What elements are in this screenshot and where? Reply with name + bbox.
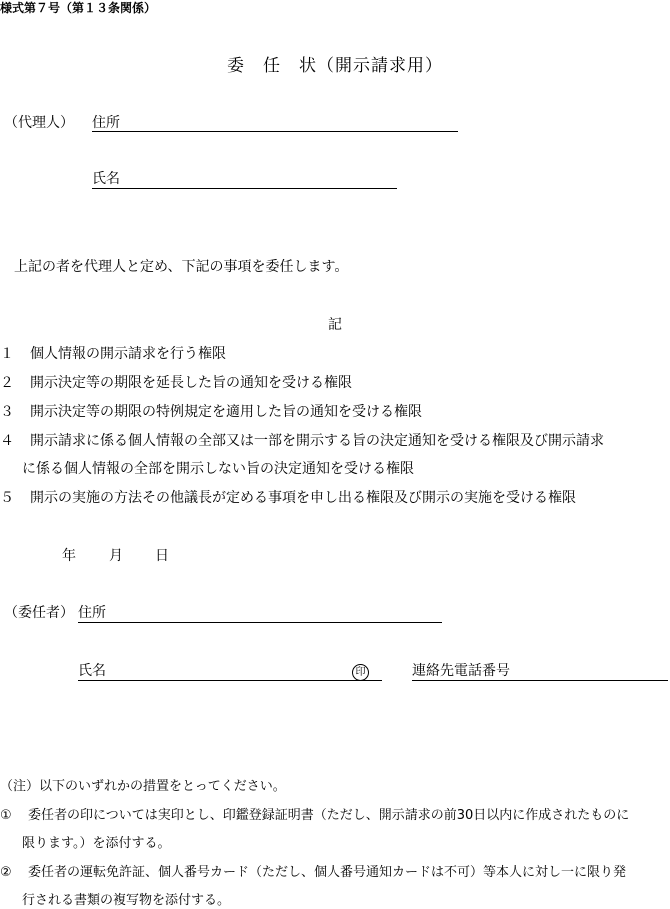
principal-role-label: （委任者）: [4, 605, 74, 621]
ki-heading: 記: [328, 317, 342, 333]
agent-role-label: （代理人）: [4, 115, 74, 131]
agent-address-field[interactable]: [92, 131, 458, 132]
note-number: ①: [0, 808, 12, 823]
phone-label: 連絡先電話番号: [412, 663, 510, 679]
date-month-label: 月: [109, 548, 123, 564]
document-title: 委 任 状（開示請求用）: [227, 56, 443, 76]
agent-name-field[interactable]: [92, 188, 397, 189]
note-continuation: 限ります。）を添付する。: [22, 836, 171, 851]
date-day-label: 日: [155, 548, 169, 564]
list-item: [0, 405, 422, 419]
date-year-label: 年: [62, 548, 76, 564]
delegation-statement: 上記の者を代理人と定め、下記の事項を委任します。: [14, 259, 349, 275]
note-continuation: 行される書類の複写物を添付する。: [22, 893, 231, 908]
item-text: 開示決定等の期限の特例規定を適用した旨の通知を受ける権限: [30, 404, 422, 420]
seal-mark-icon: 印: [352, 664, 369, 681]
principal-address-field[interactable]: [78, 622, 442, 623]
list-item: [0, 434, 604, 448]
list-item: [0, 809, 629, 822]
item-text: 開示の実施の方法その他議長が定める事項を申し出る権限及び開示の実施を受ける権限: [30, 490, 576, 506]
note-text: 委任者の印については実印とし、印鑑登録証明書（ただし、開示請求の前30日以内に作成されたものに: [28, 808, 630, 823]
note-number: ②: [0, 865, 12, 880]
principal-name-field[interactable]: [78, 680, 382, 681]
principal-address-label: 住所: [78, 605, 106, 621]
list-item: [0, 866, 626, 879]
item-number: ５: [0, 490, 14, 506]
item-continuation: に係る個人情報の全部を開示しない旨の決定通知を受ける権限: [22, 461, 414, 477]
item-number: １: [0, 346, 14, 362]
agent-address-label: 住所: [92, 115, 120, 131]
item-text: 開示決定等の期限を延長した旨の通知を受ける権限: [30, 375, 352, 391]
item-text: 開示請求に係る個人情報の全部又は一部を開示する旨の決定通知を受ける権限及び開示請求: [30, 433, 604, 449]
note-heading: （注）以下のいずれかの措置をとってください。: [0, 779, 286, 794]
note-text: 委任者の運転免許証、個人番号カード（ただし、個人番号通知カードは不可）等本人に対し一に限り発: [28, 865, 627, 880]
phone-field[interactable]: [412, 680, 668, 681]
list-item: [0, 376, 352, 390]
item-number: ４: [0, 433, 14, 449]
agent-name-label: 氏名: [92, 171, 120, 187]
list-item: [0, 491, 576, 505]
item-text: 個人情報の開示請求を行う権限: [30, 346, 226, 362]
principal-name-label: 氏名: [78, 663, 106, 679]
item-number: ２: [0, 375, 14, 391]
list-item: [0, 347, 226, 361]
form-number-label: 様式第７号（第１３条関係）: [0, 1, 157, 15]
item-number: ３: [0, 404, 14, 420]
